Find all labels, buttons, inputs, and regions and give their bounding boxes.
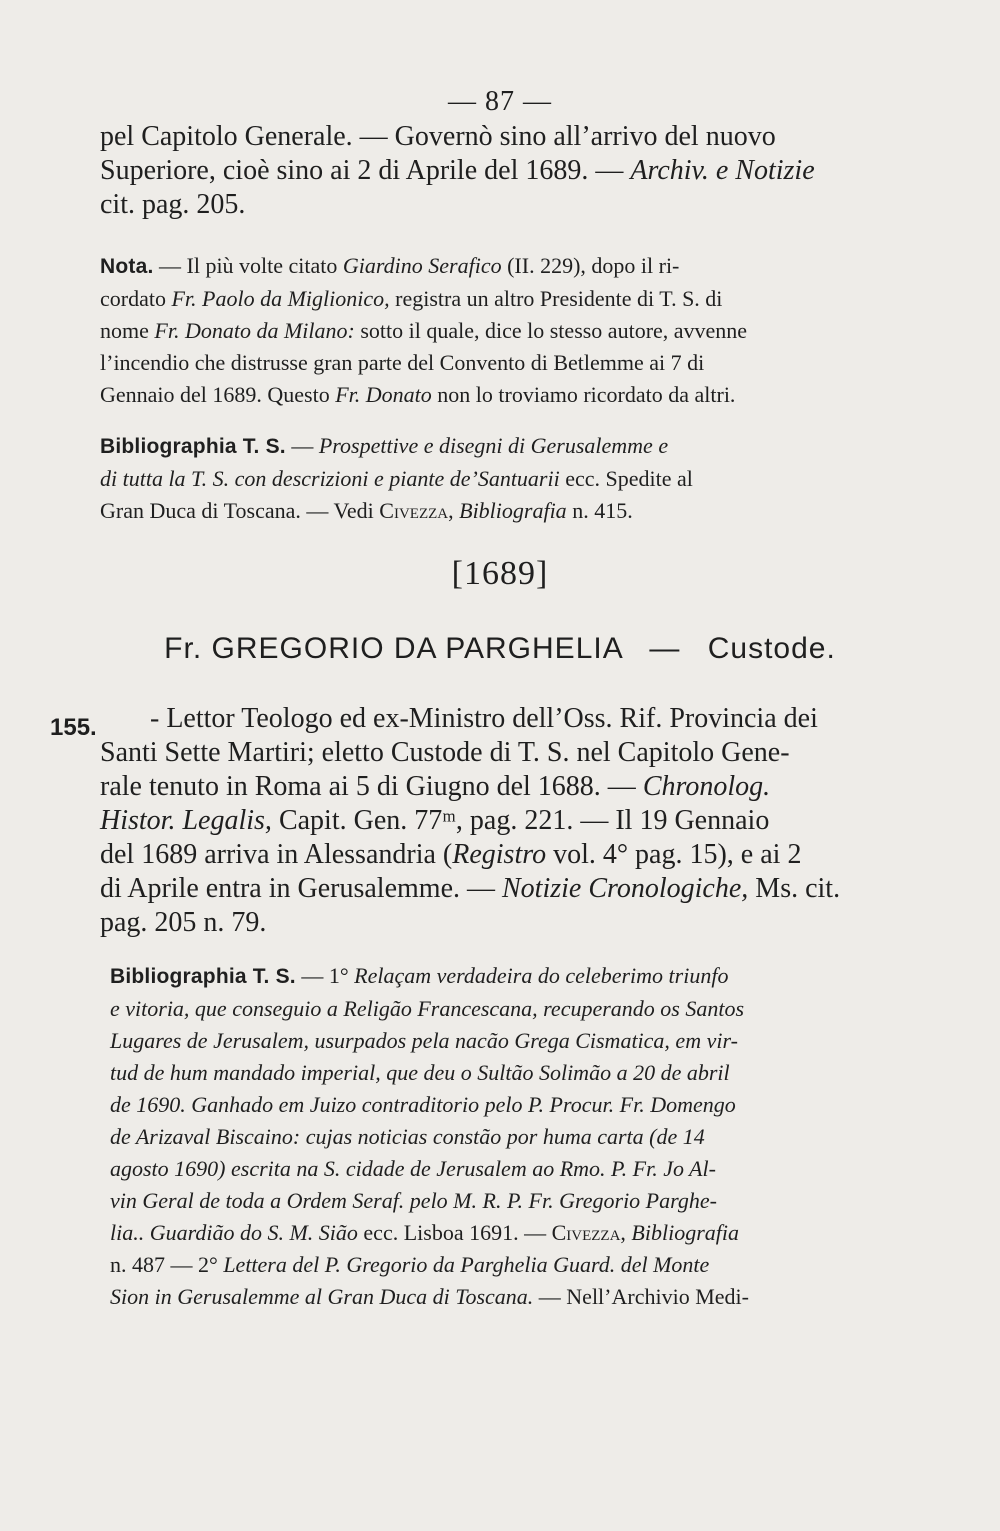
- entry-155-line-6-prefix: di Aprile entra in Gerusalemme. —: [100, 873, 502, 904]
- bibliography-second-line-8: vin Geral de toda a Ordem Seraf. pelo M. R. P. Fr. Gregorio Parghe-: [110, 1188, 717, 1213]
- nota-line-2-prefix: cordato: [100, 286, 172, 311]
- entry-155-paragraph: [100, 702, 860, 940]
- entry-155-line-3-prefix: rale tenuto in Roma ai 5 di Giugno del 1688. —: [100, 771, 643, 802]
- nota-line-1-italic: Giardino Serafico: [342, 253, 502, 278]
- nota-line-4: l’incendio che distrusse gran parte del Convento di Betlemme ai 7 di: [100, 350, 705, 375]
- bibliography-second-line-4: tud de hum mandado imperial, que deu o Sultão Solimão a 20 de abril: [110, 1060, 730, 1085]
- bibliography-first-line-3-caps: Civezza: [379, 498, 449, 523]
- nota-line-3-prefix: nome: [100, 318, 155, 343]
- section-title-dash: —: [649, 632, 681, 665]
- section-title-role: Custode.: [707, 632, 836, 665]
- entry-155-line-4: [100, 804, 860, 838]
- entry-155-line-3-italic: Chronolog.: [642, 771, 771, 802]
- nota-label: Nota.: [100, 255, 154, 278]
- nota-line-3-suffix: sotto il quale, dice lo stesso autore, avvenne: [354, 318, 748, 343]
- bibliography-first-line-3-suffix: n. 415.: [566, 498, 633, 523]
- bibliography-second-line-6: de Arizaval Biscaino: cujas noticias constão por huma carta (de 14: [110, 1124, 705, 1149]
- entry-155-line-4-italic: Histor. Legalis,: [100, 805, 272, 836]
- bibliography-second-line-1-italic: Relaçam verdadeira do celeberimo triunfo: [354, 963, 729, 988]
- opening-line-1: pel Capitolo Generale. — Governò sino all’arrivo del nuovo: [100, 121, 776, 152]
- bibliography-first-line-1-italic: Prospettive e disegni di Gerusalemme e: [318, 433, 669, 458]
- bibliography-second-line-1-prefix: — 1°: [295, 963, 355, 988]
- bibliography-second-line-7: agosto 1690) escrita na S. cidade de Jerusalem ao Rmo. P. Fr. Jo Al-: [110, 1156, 716, 1181]
- bibliography-second-line-5: de 1690. Ganhado em Juizo contraditorio pelo P. Procur. Fr. Domengo: [110, 1092, 736, 1117]
- nota-line-2: [100, 283, 860, 315]
- entry-155-line-5-suffix: vol. 4° pag. 15), e ai 2: [546, 839, 802, 870]
- section-title-name: GREGORIO DA PARGHELIA: [211, 632, 623, 665]
- entry-155-line-6-suffix: Ms. cit.: [748, 873, 841, 904]
- nota-line-3-italic: Fr. Donato da Milano:: [154, 318, 355, 343]
- entry-155-line-7: pag. 205 n. 79.: [100, 907, 267, 938]
- opening-line-2-italic: Archiv. e Notizie: [630, 155, 815, 186]
- bibliography-second-label: Bibliographia T. S.: [110, 965, 296, 988]
- bibliography-second-line-9-italic2: Bibliografia: [631, 1220, 739, 1245]
- opening-line-2: [100, 154, 860, 188]
- bibliography-second-line-9-mid: ,: [620, 1220, 632, 1245]
- opening-paragraph: [100, 120, 860, 222]
- nota-line-5-italic: Fr. Donato: [335, 382, 432, 407]
- opening-line-3: cit. pag. 205.: [100, 189, 246, 220]
- bibliography-second-line-3: Lugares de Jerusalem, usurpados pela nacão Grega Cismatica, em vir-: [110, 1028, 738, 1053]
- bibliography-second-line-9-suffix: ecc. Lisboa 1691. —: [357, 1220, 552, 1245]
- entry-155-line-5-prefix: del 1689 arriva in Alessandria (: [100, 839, 453, 870]
- nota-line-5-prefix: Gennaio del 1689. Questo: [100, 382, 336, 407]
- entry-155-line-5-italic: Registro: [452, 839, 547, 870]
- bibliography-first-line-1: [100, 430, 860, 463]
- nota-line-1-prefix: — Il più volte citato: [153, 253, 343, 278]
- bibliography-first-line-1-prefix: —: [285, 433, 319, 458]
- nota-line-5-suffix: non lo troviamo ricordato da altri.: [431, 382, 736, 407]
- bibliography-second-line-10-prefix: n. 487 — 2°: [110, 1252, 224, 1277]
- bibliography-second-line-2: e vitoria, que conseguio a Religão Francescana, recuperando os Santos: [110, 996, 745, 1021]
- nota-line-5: [100, 379, 860, 411]
- bibliography-first-line-2-italic: di tutta la T. S. con descrizioni e piante de’Santuarii: [100, 466, 560, 491]
- bibliography-first-line-3-prefix: Gran Duca di Toscana. — Vedi: [100, 498, 380, 523]
- bibliography-second-line-1: [110, 960, 870, 993]
- entry-155-line-5: [100, 838, 860, 872]
- entry-155-line-2: Santi Sette Martiri; eletto Custode di T. S. nel Capitolo Gene-: [100, 737, 790, 768]
- entry-155-line-6-italic: Notizie Cronologiche,: [502, 873, 749, 904]
- page-number: — 87 —: [448, 86, 552, 117]
- bibliography-second: [110, 960, 870, 1313]
- bibliography-second-line-10-italic: Lettera del P. Gregorio da Parghelia Guard. del Monte: [223, 1252, 710, 1277]
- nota-line-3: [100, 315, 860, 347]
- nota-line-2-italic: Fr. Paolo da Miglionico,: [171, 286, 390, 311]
- bibliography-second-line-9-caps: Civezza: [551, 1220, 621, 1245]
- bibliography-first-line-3-italic: Bibliografia: [459, 498, 567, 523]
- bibliography-second-line-10: [110, 1249, 870, 1281]
- nota-line-1-suffix: (II. 229), dopo il ri-: [501, 253, 680, 278]
- section-year: [1689]: [451, 555, 549, 592]
- opening-line-2-prefix: Superiore, cioè sino ai 2 di Aprile del 1689. —: [100, 155, 631, 186]
- bibliography-second-line-9: [110, 1217, 870, 1249]
- bibliography-first-line-3: [100, 495, 860, 527]
- bibliography-first-line-3-mid: ,: [448, 498, 460, 523]
- nota-line-1: [100, 250, 860, 283]
- bibliography-second-line-11-italic: Sion in Gerusalemme al Gran Duca di Toscana.: [110, 1284, 534, 1309]
- bibliography-first-line-2: [100, 463, 860, 495]
- nota-line-2-suffix: registra un altro Presidente di T. S. di: [389, 286, 723, 311]
- bibliography-first: [100, 430, 860, 527]
- nota-paragraph: [100, 250, 860, 411]
- entry-number: 155.: [50, 714, 97, 741]
- bibliography-second-line-11: [110, 1281, 870, 1313]
- bibliography-first-line-2-suffix: ecc. Spedite al: [559, 466, 693, 491]
- entry-155-line-3: [100, 770, 860, 804]
- bibliography-first-label: Bibliographia T. S.: [100, 435, 286, 458]
- section-title-prefix: Fr.: [164, 632, 203, 665]
- entry-155-line-6: [100, 872, 860, 906]
- entry-155-line-1: - Lettor Teologo ed ex-Ministro dell’Oss. Rif. Provincia dei: [150, 703, 818, 734]
- bibliography-second-line-11-suffix: — Nell’Archivio Medi-: [533, 1284, 749, 1309]
- section-title: [0, 632, 1000, 666]
- entry-155-line-4-suffix: Capit. Gen. 77ᵐ, pag. 221. — Il 19 Gennaio: [271, 805, 770, 836]
- bibliography-second-line-9-italic: lia.. Guardião do S. M. Sião: [110, 1220, 358, 1245]
